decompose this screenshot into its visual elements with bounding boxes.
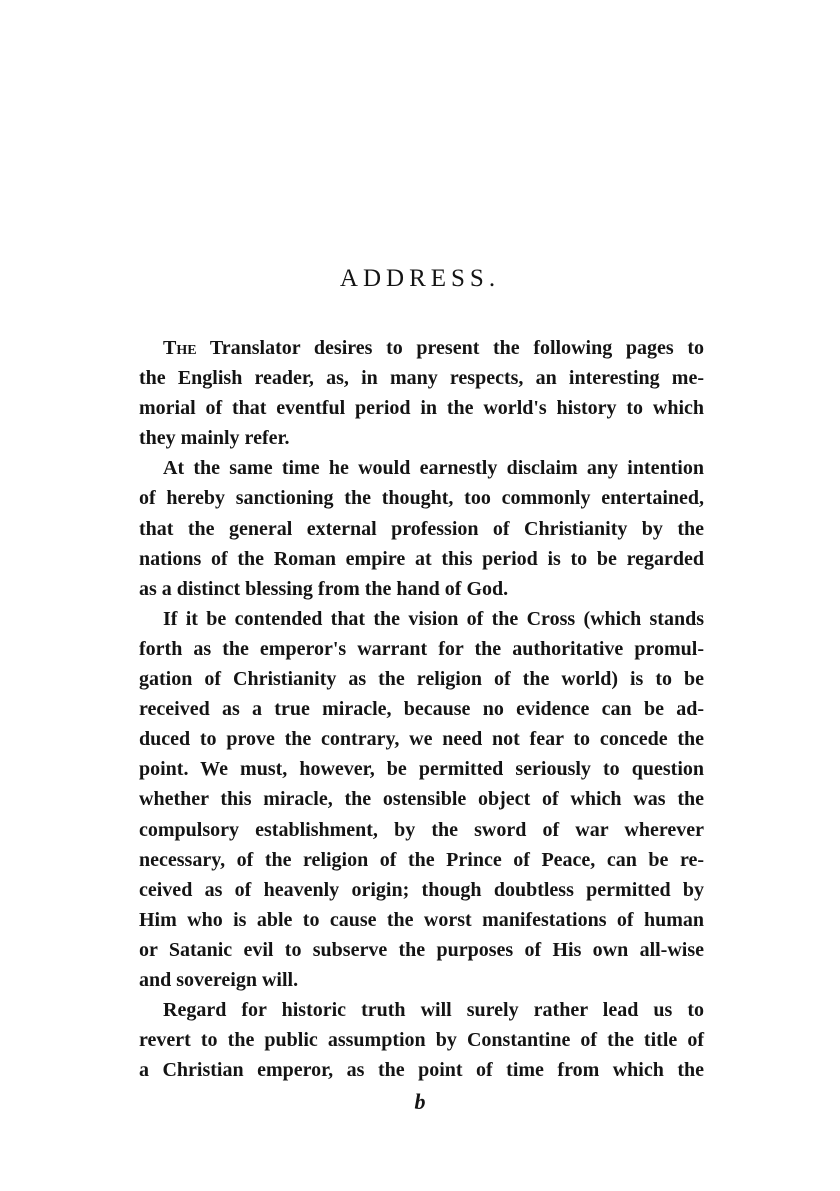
text-line: forth as the emperor's warrant for the authoritative promul- (139, 637, 704, 660)
text-line: ceived as of heavenly origin; though doubtless permitted by (139, 878, 704, 901)
text-line: If it be contended that the vision of the Cross (which stands (163, 607, 704, 630)
text-line: Him who is able to cause the worst manifestations of human (139, 908, 704, 931)
lead-word: The (163, 337, 197, 359)
text-line: necessary, of the religion of the Prince of Peace, can be re- (139, 848, 704, 871)
text-line: Regard for historic truth will surely rather lead us to (163, 999, 704, 1022)
text-line: that the general external profession of Christianity by the (139, 517, 704, 540)
text-line: and sovereign will. (139, 968, 299, 991)
text-line: of hereby sanctioning the thought, too commonly entertained, (139, 487, 704, 510)
text-line: point. We must, however, be permitted seriously to question (139, 758, 704, 781)
body-text (139, 333, 704, 1085)
text-line: nations of the Roman empire at this period is to be regarded (139, 547, 704, 570)
text-line: morial of that eventful period in the world's history to which (139, 397, 704, 420)
text-line: gation of Christianity as the religion of the world) is to be (139, 668, 704, 691)
text-line: At the same time he would earnestly disclaim any intention (163, 457, 704, 480)
text-line: received as a true miracle, because no evidence can be ad- (139, 698, 704, 721)
signature-mark: b (414, 1089, 426, 1114)
text-line (139, 333, 704, 363)
text-line-content: Translator desires to present the following pages to (196, 337, 704, 359)
text-line: whether this miracle, the ostensible object of which was the (139, 788, 704, 811)
text-line: or Satanic evil to subserve the purposes of His own all-wise (139, 938, 704, 961)
text-line: the English reader, as, in many respects, an interesting me- (139, 367, 704, 390)
text-line: they mainly refer. (139, 427, 290, 450)
text-line: as a distinct blessing from the hand of God. (139, 577, 509, 600)
text-line: duced to prove the contrary, we need not fear to concede the (139, 728, 704, 751)
text-line: revert to the public assumption by Constantine of the title of (139, 1029, 704, 1052)
text-line: a Christian emperor, as the point of time from which the (139, 1059, 704, 1082)
text-line: compulsory establishment, by the sword of war wherever (139, 818, 704, 841)
page-title: ADDRESS. (339, 265, 501, 292)
